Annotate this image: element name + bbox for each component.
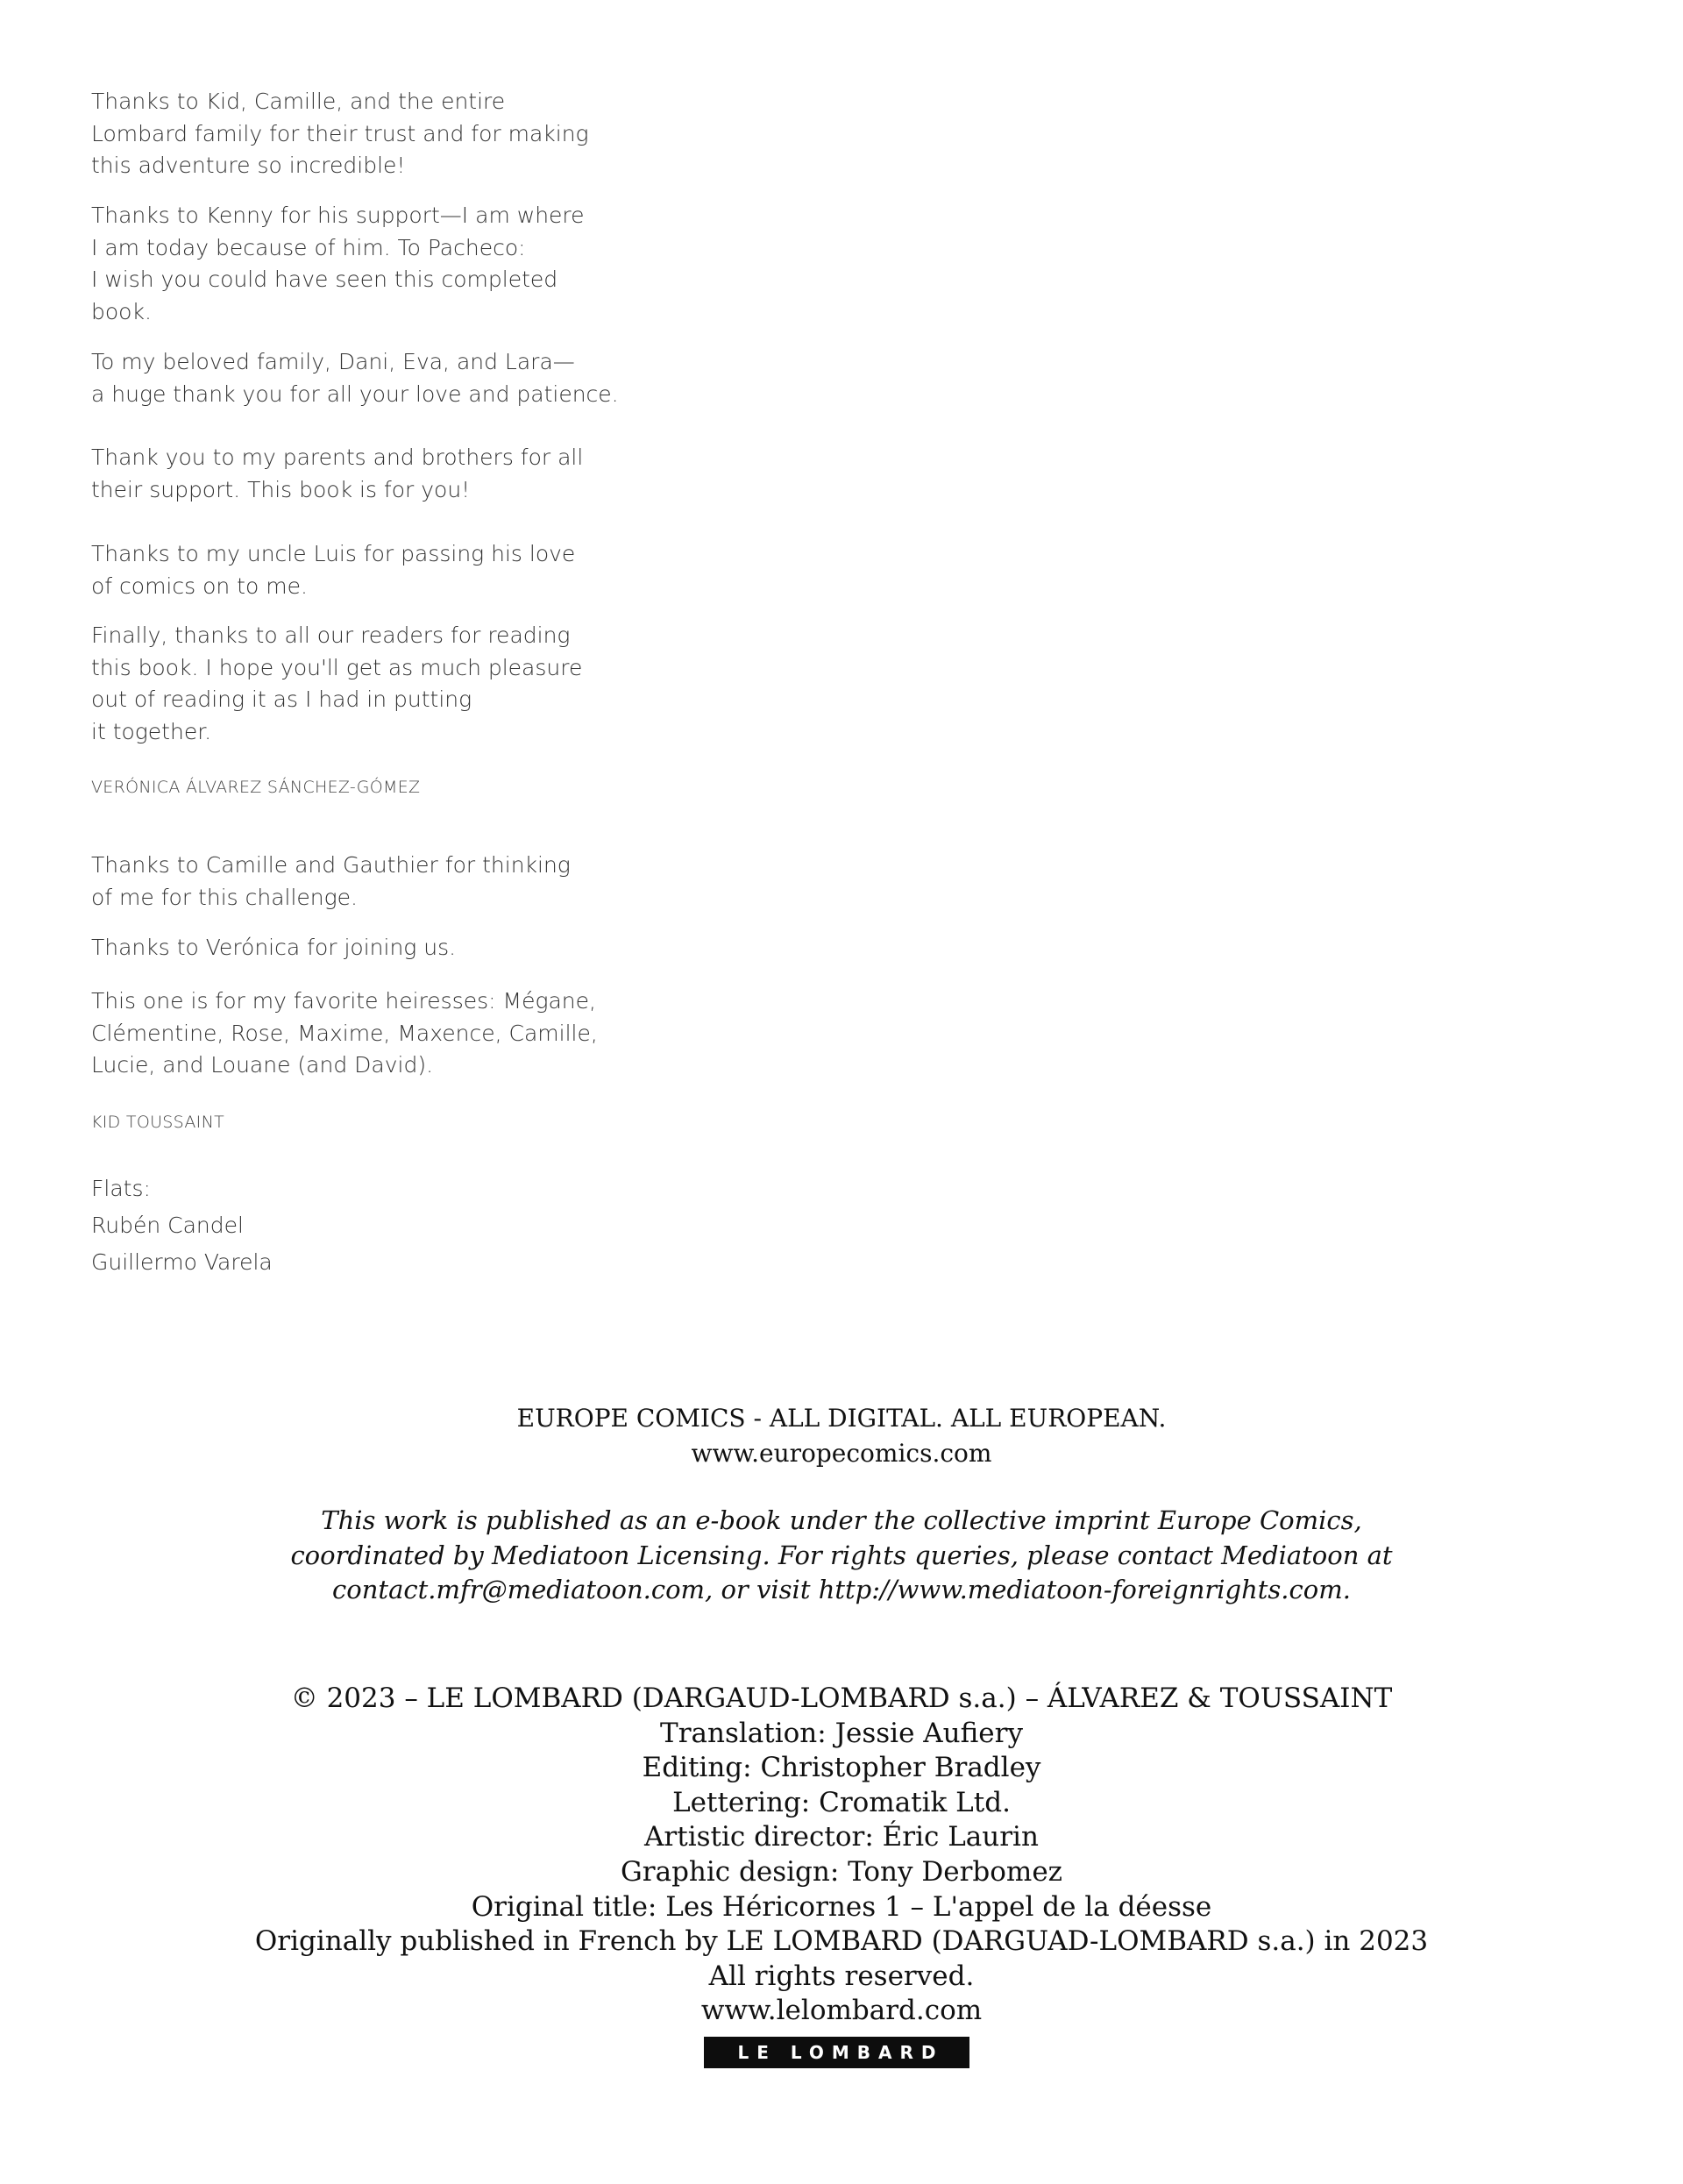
le-lombard-logo xyxy=(704,2037,969,2068)
ack-paragraph-trust xyxy=(91,86,589,182)
notice-line: contact.mfr@mediatoon.com, or visit http://www.mediatoon-foreignrights.com. xyxy=(332,1575,1351,1604)
notice-line: coordinated by Mediatoon Licensing. For rights queries, please contact Mediatoon at xyxy=(290,1540,1393,1570)
text-line: Thank you to my parents and brothers for all xyxy=(91,445,584,470)
notice-line: This work is published as an e-book under the collective imprint Europe Comics, xyxy=(321,1505,1362,1535)
ack-paragraph-family xyxy=(91,346,619,410)
text-line: this adventure so incredible! xyxy=(91,153,406,178)
ack-paragraph-veronica xyxy=(91,932,456,964)
text-line: Lucie, and Louane (and David). xyxy=(91,1052,434,1078)
europe-comics-website: www.europecomics.com xyxy=(691,1439,992,1468)
text-line: Lombard family for their trust and for making xyxy=(91,120,589,146)
text-line: Finally, thanks to all our readers for reading xyxy=(91,622,571,648)
ack-paragraph-parents xyxy=(91,442,583,506)
flats-name: Rubén Candel xyxy=(91,1213,244,1238)
text-line: a huge thank you for all your love and patience. xyxy=(91,381,619,407)
europe-comics-header xyxy=(0,1401,1683,1471)
text-line: book. xyxy=(91,298,152,324)
ack-paragraph-uncle xyxy=(91,538,575,602)
signature-toussaint: KID TOUSSAINT xyxy=(91,1113,224,1132)
text-line: To my beloved family, Dani, Eva, and Lara— xyxy=(91,349,575,374)
text-line: their support. This book is for you! xyxy=(91,476,471,502)
ack-paragraph-heiresses xyxy=(91,985,598,1082)
text-line: it together. xyxy=(91,718,212,744)
text-line: Thanks to Verónica for joining us. xyxy=(91,935,457,960)
rights-notice: All rights reserved. xyxy=(708,1960,975,1992)
flats-label: Flats: xyxy=(91,1176,151,1201)
original-publication: Originally published in French by LE LOMBARD (DARGUAD-LOMBARD s.a.) in 2023 xyxy=(254,1925,1429,1958)
text-line: Thanks to Camille and Gauthier for thinking xyxy=(91,852,571,878)
original-title: Original title: Les Héricornes 1 – L'appel de la déesse xyxy=(471,1890,1212,1923)
flats-name: Guillermo Varela xyxy=(91,1249,273,1275)
europe-comics-tagline: EUROPE COMICS - ALL DIGITAL. ALL EUROPEAN. xyxy=(516,1404,1167,1433)
flats-credits xyxy=(91,1170,273,1281)
artistic-director-credit: Artistic director: Éric Laurin xyxy=(644,1821,1039,1853)
signature-alvarez: VERÓNICA ÁLVAREZ SÁNCHEZ-GÓMEZ xyxy=(91,778,421,797)
editing-credit: Editing: Christopher Bradley xyxy=(642,1752,1041,1784)
credits-block xyxy=(0,1682,1683,2029)
copyright-line: © 2023 – LE LOMBARD (DARGAUD-LOMBARD s.a.) – ÁLVAREZ & TOUSSAINT xyxy=(290,1682,1393,1714)
text-line: Thanks to Kid, Camille, and the entire xyxy=(91,89,506,114)
lombard-website: www.lelombard.com xyxy=(700,1995,983,2027)
logo-text: LE LOMBARD xyxy=(737,2042,944,2063)
text-line: this book. I hope you'll get as much pleasure xyxy=(91,654,583,680)
text-line: I am today because of him. To Pacheco: xyxy=(91,234,526,260)
text-line: of me for this challenge. xyxy=(91,884,358,910)
text-line: Thanks to Kenny for his support—I am where xyxy=(91,203,585,228)
lettering-credit: Lettering: Cromatik Ltd. xyxy=(672,1786,1011,1818)
text-line: I wish you could have seen this completed xyxy=(91,267,558,292)
text-line: Clémentine, Rose, Maxime, Maxence, Camille, xyxy=(91,1020,598,1046)
publication-notice xyxy=(0,1504,1683,1608)
ack-paragraph-kenny xyxy=(91,200,585,328)
ack-paragraph-challenge xyxy=(91,850,571,914)
text-line: of comics on to me. xyxy=(91,573,308,599)
ack-paragraph-readers xyxy=(91,620,582,748)
text-line: out of reading it as I had in putting xyxy=(91,687,472,712)
text-line: Thanks to my uncle Luis for passing his love xyxy=(91,541,576,566)
translation-credit: Translation: Jessie Aufiery xyxy=(660,1717,1023,1749)
graphic-design-credit: Graphic design: Tony Derbomez xyxy=(621,1855,1062,1888)
text-line: This one is for my favorite heiresses: Mégane, xyxy=(91,988,596,1014)
